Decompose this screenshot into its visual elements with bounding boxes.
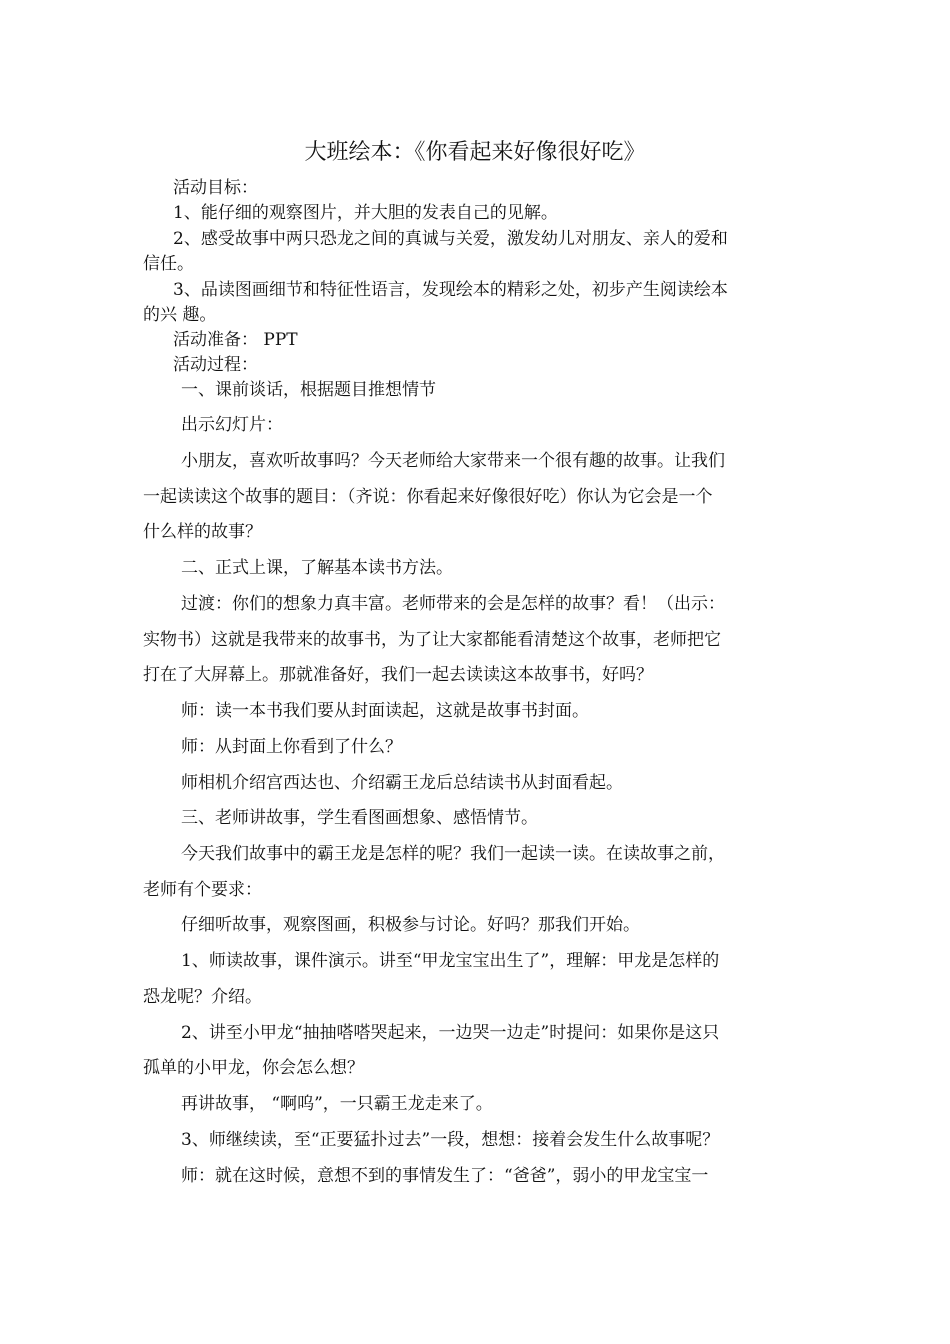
step-heading-3: 三、老师讲故事，学生看图画想象、感悟情节。 (181, 808, 538, 828)
paragraph-line: 孤单的小甲龙，你会怎么想？ (143, 1058, 364, 1078)
goal-item-3-cont: 的兴 趣。 (143, 305, 217, 325)
paragraph-line: 师：读一本书我们要从封面读起，这就是故事书封面。 (181, 701, 589, 721)
step-heading-2: 二、正式上课，了解基本读书方法。 (181, 558, 453, 578)
paragraph-line: 再讲故事， “啊呜”，一只霸王龙走来了。 (181, 1094, 493, 1114)
paragraph-line: 打在了大屏幕上。那就准备好，我们一起去读读这本故事书，好吗？ (143, 665, 653, 685)
paragraph-line: 过渡：你们的想象力真丰富。老师带来的会是怎样的故事？看！（出示： (181, 594, 725, 614)
paragraph-line: 师相机介绍宫西达也、介绍霸王龙后总结读书从封面看起。 (181, 773, 623, 793)
goal-item-1: 1、能仔细的观察图片，并大胆的发表自己的见解。 (173, 203, 558, 223)
paragraph-line: 小朋友，喜欢听故事吗？今天老师给大家带来一个很有趣的故事。让我们 (181, 451, 725, 471)
paragraph-line: 出示幻灯片： (181, 415, 283, 435)
paragraph-line: 仔细听故事，观察图画，积极参与讨论。好吗？那我们开始。 (181, 915, 640, 935)
paragraph-line: 一起读读这个故事的题目：（齐说：你看起来好像很好吃）你认为它会是一个 (143, 487, 713, 507)
section-heading-process: 活动过程： (173, 355, 258, 375)
step-heading-1: 一、课前谈话，根据题目推想情节 (181, 380, 436, 400)
paragraph-line: 实物书）这就是我带来的故事书，为了让大家都能看清楚这个故事，老师把它 (143, 630, 721, 650)
section-heading-preparation: 活动准备： PPT (173, 330, 298, 350)
paragraph-line: 3、师继续读，至“正要猛扑过去”一段，想想：接着会发生什么故事呢？ (181, 1130, 720, 1150)
paragraph-line: 恐龙呢？介绍。 (143, 987, 262, 1007)
goal-item-2-cont: 信任。 (143, 254, 194, 274)
paragraph-line: 今天我们故事中的霸王龙是怎样的呢？我们一起读一读。在读故事之前， (181, 844, 725, 864)
paragraph-line: 1、师读故事，课件演示。讲至“甲龙宝宝出生了”，理解：甲龙是怎样的 (181, 951, 720, 971)
section-heading-goals: 活动目标： (173, 178, 258, 198)
goal-item-2: 2、感受故事中两只恐龙之间的真诚与关爱，激发幼儿对朋友、亲人的爱和 (173, 229, 728, 249)
paragraph-line: 老师有个要求： (143, 880, 262, 900)
paragraph-line: 师：从封面上你看到了什么？ (181, 737, 402, 757)
paragraph-line: 师：就在这时候，意想不到的事情发生了：“爸爸”，弱小的甲龙宝宝一 (181, 1166, 709, 1186)
document-title: 大班绘本：《你看起来好像很好吃》 (304, 140, 646, 165)
goal-item-3: 3、品读图画细节和特征性语言，发现绘本的精彩之处，初步产生阅读绘本 (173, 280, 728, 300)
paragraph-line: 什么样的故事？ (143, 522, 262, 542)
paragraph-line: 2、讲至小甲龙“抽抽嗒嗒哭起来，一边哭一边走”时提问：如果你是这只 (181, 1023, 720, 1043)
